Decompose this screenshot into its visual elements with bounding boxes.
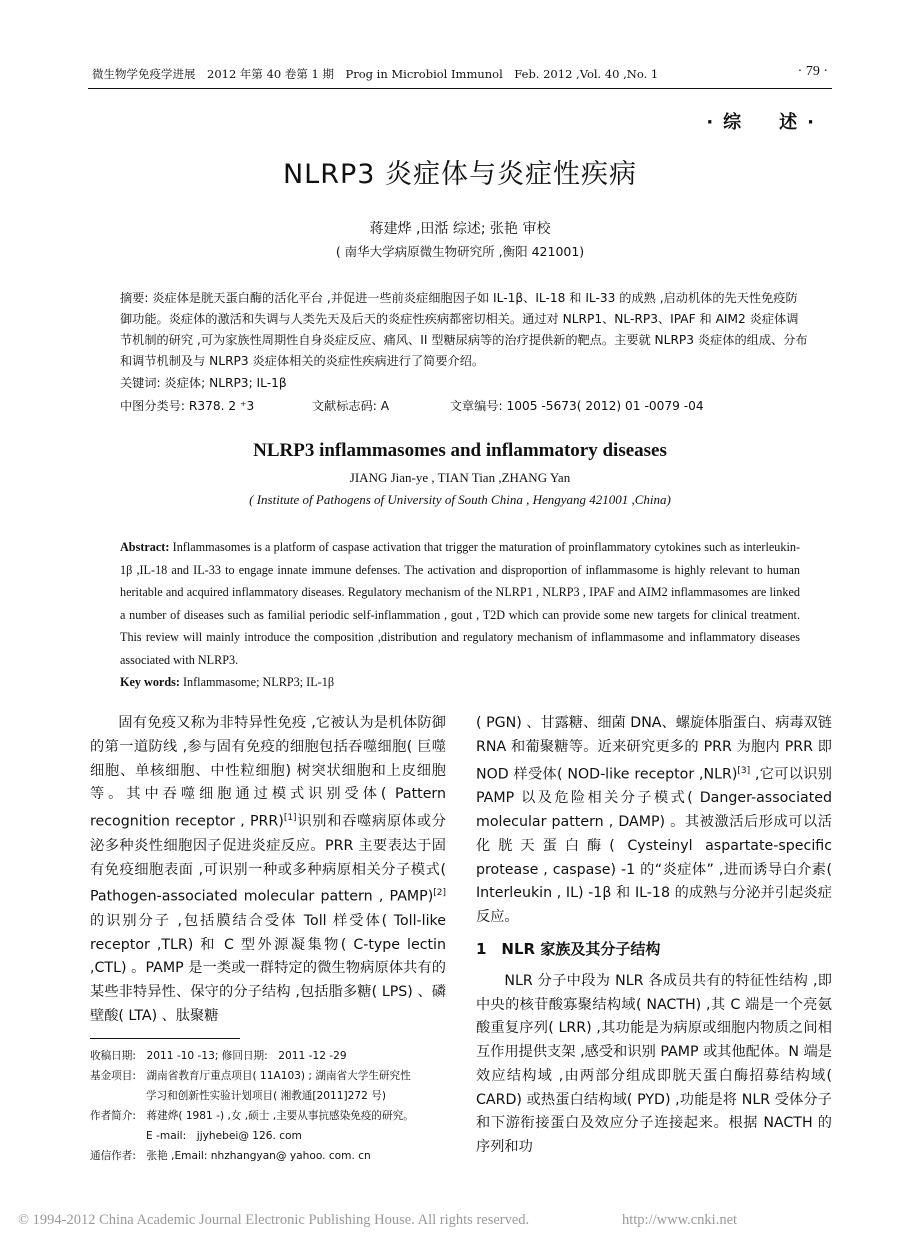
corresponding-author[interactable]: 通信作者: 张艳 ,Email: nhzhangyan@ yahoo. com. cn <box>90 1150 371 1162</box>
keywords-en-label: Key words: <box>120 675 180 689</box>
footnotes <box>90 1046 450 1166</box>
affiliation-cn: ( 南华大学病原微生物研究所 ,衡阳 421001) <box>335 244 585 259</box>
authors-en: JIANG Jian-ye , TIAN Tian ,ZHANG Yan <box>349 470 571 485</box>
abstract-en <box>120 536 800 694</box>
clc-number: 中图分类号: R378. 2 ⁺3 <box>120 399 255 413</box>
body-column-left <box>90 712 446 1029</box>
copyright-text: © 1994-2012 China Academic Journal Electronic Publishing House. All rights reserved. <box>18 1212 530 1228</box>
doc-code: 文献标志码: A <box>311 399 390 413</box>
keywords-en-text: Inflammasome; NLRP3; IL-1β <box>182 675 335 689</box>
keywords-cn: 关键词: 炎症体; NLRP3; IL-1β <box>120 376 287 390</box>
citation-ref[interactable]: [3] <box>737 765 751 776</box>
classification-line <box>120 397 704 414</box>
abstract-en-text: Inflammasomes is a platform of caspase activation that trigger the maturation of proinflammatory cytokines such as interleukin-1β ,IL-18 and IL-33 to engage innate immune defenses. The activation and disproportion of inflammasome is highly relevant to human heritable and acquired inflammatory diseases. Regulatory mechanism of the NLRP1 , NLRP3 , IPAF and AIM2 inflammasomes are linked a number of diseases such as familial periodic self-inflammation , gout , T2D which can provide some new targets for clinical treatment. This review will mainly introduce the composition ,distribution and regulatory mechanism of inflammasome and inflammatory diseases associated with NLRP3. <box>120 540 801 667</box>
page-number: · 79 · <box>797 64 828 79</box>
running-header: 微生物学免疫学进展 2012 年第 40 卷第 1 期 Prog in Microbiol Immunol Feb. 2012 ,Vol. 40 ,No. 1 <box>92 67 659 81</box>
abstract-cn <box>120 288 808 372</box>
section-tag: ·综 述· <box>706 112 824 133</box>
body-paragraph: NLR 分子中段为 NLR 各成员共有的特征性结构 ,即中央的核苷酸寡聚结构域( NACTH) ,其 C 端是一个亮氨酸重复序列( LRR) ,其功能是为病原或细胞内物质之间相互作用提供支架 ,感受和识别 PAMP 或其他配体。N 端是效应结构域 ,由两部分组成即胱天蛋白酶招募结构域( CARD) 或热蛋白结构域( PYD) ,功能是将 NLR 受体分子和下游衔接蛋白及效应分子连接起来。根据 NACTH 的序列和功 <box>476 972 832 1156</box>
abstract-cn-label: 摘要: <box>120 291 149 305</box>
copyright-line <box>18 1212 902 1229</box>
citation-ref[interactable]: [1] <box>283 813 297 824</box>
affiliation-en: ( Institute of Pathogens of University of South China , Hengyang 421001 ,China) <box>249 492 671 507</box>
header-rule <box>88 88 832 89</box>
fund-line: 基金项目: 湖南省教育厅重点项目( 11A103) ; 湖南省大学生研究性 <box>90 1070 411 1082</box>
page-title-en: NLRP3 inflammasomes and inflammatory diseases <box>253 440 667 461</box>
received-date: 收稿日期: 2011 -10 -13; 修回日期: 2011 -12 -29 <box>90 1050 347 1062</box>
footnote-rule <box>90 1038 240 1039</box>
body-paragraph: 固有免疫又称为非特异性免疫 ,它被认为是机体防御的第一道防线 ,参与固有免疫的细胞包括吞噬细胞( 巨噬细胞、单核细胞、中性粒细胞) 树突状细胞和上皮细胞等。其中吞噬细胞通过模式识别受体( Pattern recognition receptor , PRR)[1]识别和吞噬病原体或分泌多种炎性细胞因子促进炎症反应。PRR 主要表达于固有免疫细胞表面 ,可识别一种或多种病原相关分子模式( Pathogen-associated molecular pattern , PAMP)[2]的识别分子 ,包括膜结合受体 Toll 样受体( Toll-like receptor ,TLR) 和 C 型外源凝集物( C-type lectin ,CTL) 。PAMP 是一类或一群特定的微生物病原体共有的某些非特异性、保守的分子结构 ,包括脂多糖( LPS) 、磷壁酸( LTA) 、肽聚糖 <box>90 715 446 1025</box>
abstract-en-label: Abstract: <box>120 540 170 554</box>
citation-ref[interactable]: [2] <box>433 888 446 899</box>
article-number: 文章编号: 1005 -5673( 2012) 01 -0079 -04 <box>449 399 704 413</box>
body-column-right <box>476 712 832 1160</box>
author-email[interactable]: E -mail: jjyhebei@ 126. com <box>146 1130 302 1142</box>
author-bio: 作者简介: 蒋建烨( 1981 -) ,女 ,硕士 ,主要从事抗感染免疫的研究。 <box>90 1110 414 1122</box>
page-title-cn: NLRP3 炎症体与炎症性疾病 <box>282 159 638 190</box>
section-heading: 1 NLR 家族及其分子结构 <box>476 939 661 958</box>
abstract-cn-text: 炎症体是胱天蛋白酶的活化平台 ,并促进一些前炎症细胞因子如 IL-1β、IL-18 和 IL-33 的成熟 ,启动机体的先天性免疫防御功能。炎症体的激活和失调与人类先天及后天的炎症性疾病都密切相关。通过对 NLRP1、NL-RP3、IPAF 和 AIM2 炎症体调节机制的研究 ,可为家族性周期性自身炎症反应、痛风、II 型糖尿病等的治疗提供新的靶点。主要就 NLRP3 炎症体的组成、分布和调节机制及与 NLRP3 炎症体相关的炎症性疾病进行了简要介绍。 <box>120 291 808 368</box>
body-paragraph: ( PGN) 、甘露糖、细菌 DNA、螺旋体脂蛋白、病毒双链 RNA 和葡聚糖等。近来研究更多的 PRR 为胞内 PRR 即 NOD 样受体( NOD-like receptor ,NLR)[3] ,它可以识别 PAMP 以及危险相关分子模式( Danger-associated molecular pattern , DAMP) 。其被激活后形成可以活化胱天蛋白酶( Cysteinyl aspartate-specific protease , caspase) -1 的“炎症体” ,进而诱导白介素( Interleukin , IL) -1β 和 IL-18 的成熟与分泌并引起炎症反应。 <box>476 715 832 926</box>
cnki-link[interactable]: http://www.cnki.net <box>622 1212 738 1228</box>
fund-line: 学习和创新性实验计划项目( 湘教通[2011]272 号) <box>146 1090 386 1102</box>
authors-cn: 蒋建烨 ,田湉 综述; 张艳 审校 <box>369 221 551 237</box>
